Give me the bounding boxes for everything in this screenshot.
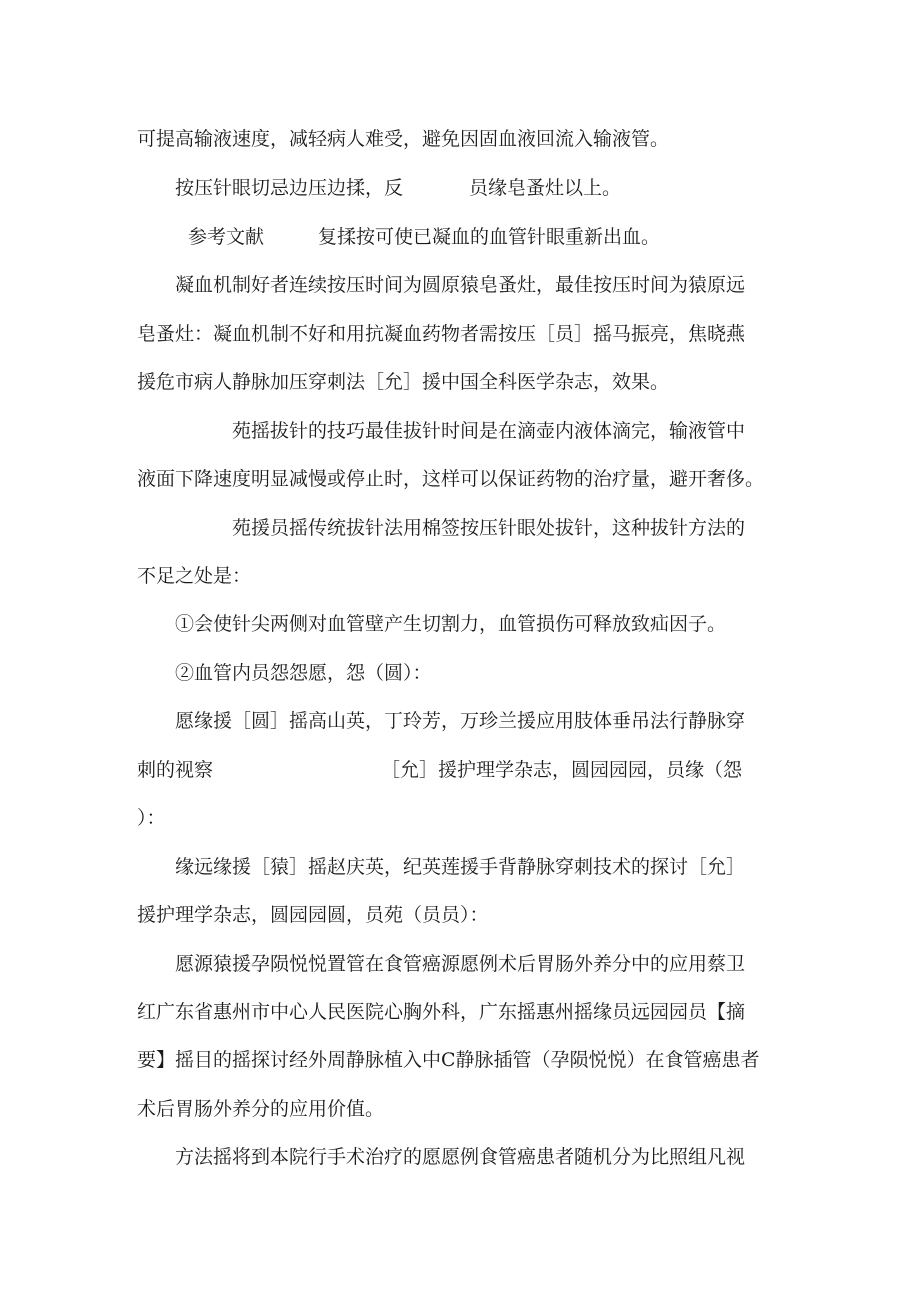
text-line-11: ①会使针尖两侧对血管壁产生切割力，血管损伤可释放致疝因子。: [175, 613, 727, 635]
text-line-2: [175, 176, 621, 200]
text-line-16: 缘远缘援［猿］摇赵庆英，纪英莲援手背静脉穿刺技术的探讨［允］: [175, 856, 746, 878]
text-line-15: ）：: [137, 807, 166, 829]
text-line-7: 苑摇拔针的技巧最佳拔针时间是在滴壶内液体滴完，输液管中: [232, 420, 746, 442]
text-line-10: 不足之处是：: [137, 565, 252, 587]
text-line-5: 皂蚤灶：凝血机制不好和用抗凝血药物者需按压［员］摇马振亮，焦晓燕: [137, 323, 746, 345]
text-line-17: 援护理学杂志，圆园园圆，员苑（员员）：: [137, 904, 489, 926]
text-line-3-part-a: 参考文献: [188, 226, 265, 248]
text-line-3-part-b: 复揉按可使已凝血的血管针眼重新出血。: [318, 226, 661, 248]
text-line-19: 红广东省惠州市中心人民医院心胸外科，广东摇惠州摇缘员远园园员【摘: [137, 1001, 746, 1023]
text-line-9: 苑援员摇传统拔针法用棉签按压针眼处拔针，这种拔针方法的: [232, 517, 746, 539]
text-line-14-part-a: 刺的视察: [137, 759, 214, 781]
text-line-14: [137, 758, 742, 782]
text-line-6: 援危市病人静脉加压穿刺法［允］援中国全科医学杂志，效果。: [137, 371, 670, 393]
text-line-20: 要】摇目的摇探讨经外周静脉植入中C静脉插管（孕陨悦悦）在食管癌患者: [137, 1049, 760, 1071]
text-line-2-part-a: 按压针眼切忌边压边揉，反: [175, 177, 404, 199]
text-line-4: 凝血机制好者连续按压时间为圆原猿皂蚤灶，最佳按压时间为猿原远: [175, 274, 746, 296]
text-line-8: 液面下降速度明显减慢或停止时，这样可以保证药物的治疗量，避开奢侈。: [137, 468, 765, 490]
text-line-2-part-b: 员缘皂蚤灶以上。: [469, 177, 622, 199]
text-line-13: 愿缘援［圆］摇高山英，丁玲芳，万珍兰援应用肢体垂吊法行静脉穿: [175, 710, 746, 732]
text-line-18: 愿源猿援孕陨悦悦置管在食管癌源愿例术后胃肠外养分中的应用蔡卫: [175, 953, 746, 975]
text-line-21: 术后胃肠外养分的应用价值。: [137, 1098, 385, 1120]
text-line-22: 方法摇将到本院行手术治疗的愿愿例食管癌患者随机分为比照组凡视: [175, 1146, 746, 1168]
text-line-1: 可提高输液速度，减轻病人难受，避免因固血液回流入输液管。: [137, 128, 670, 150]
text-line-14-part-b: ［允］援护理学杂志，圆园园园，员缘（怨: [381, 759, 743, 781]
text-line-12: ②血管内员怨怨愿，怨（圆）：: [175, 662, 432, 684]
text-line-3: [188, 225, 660, 249]
